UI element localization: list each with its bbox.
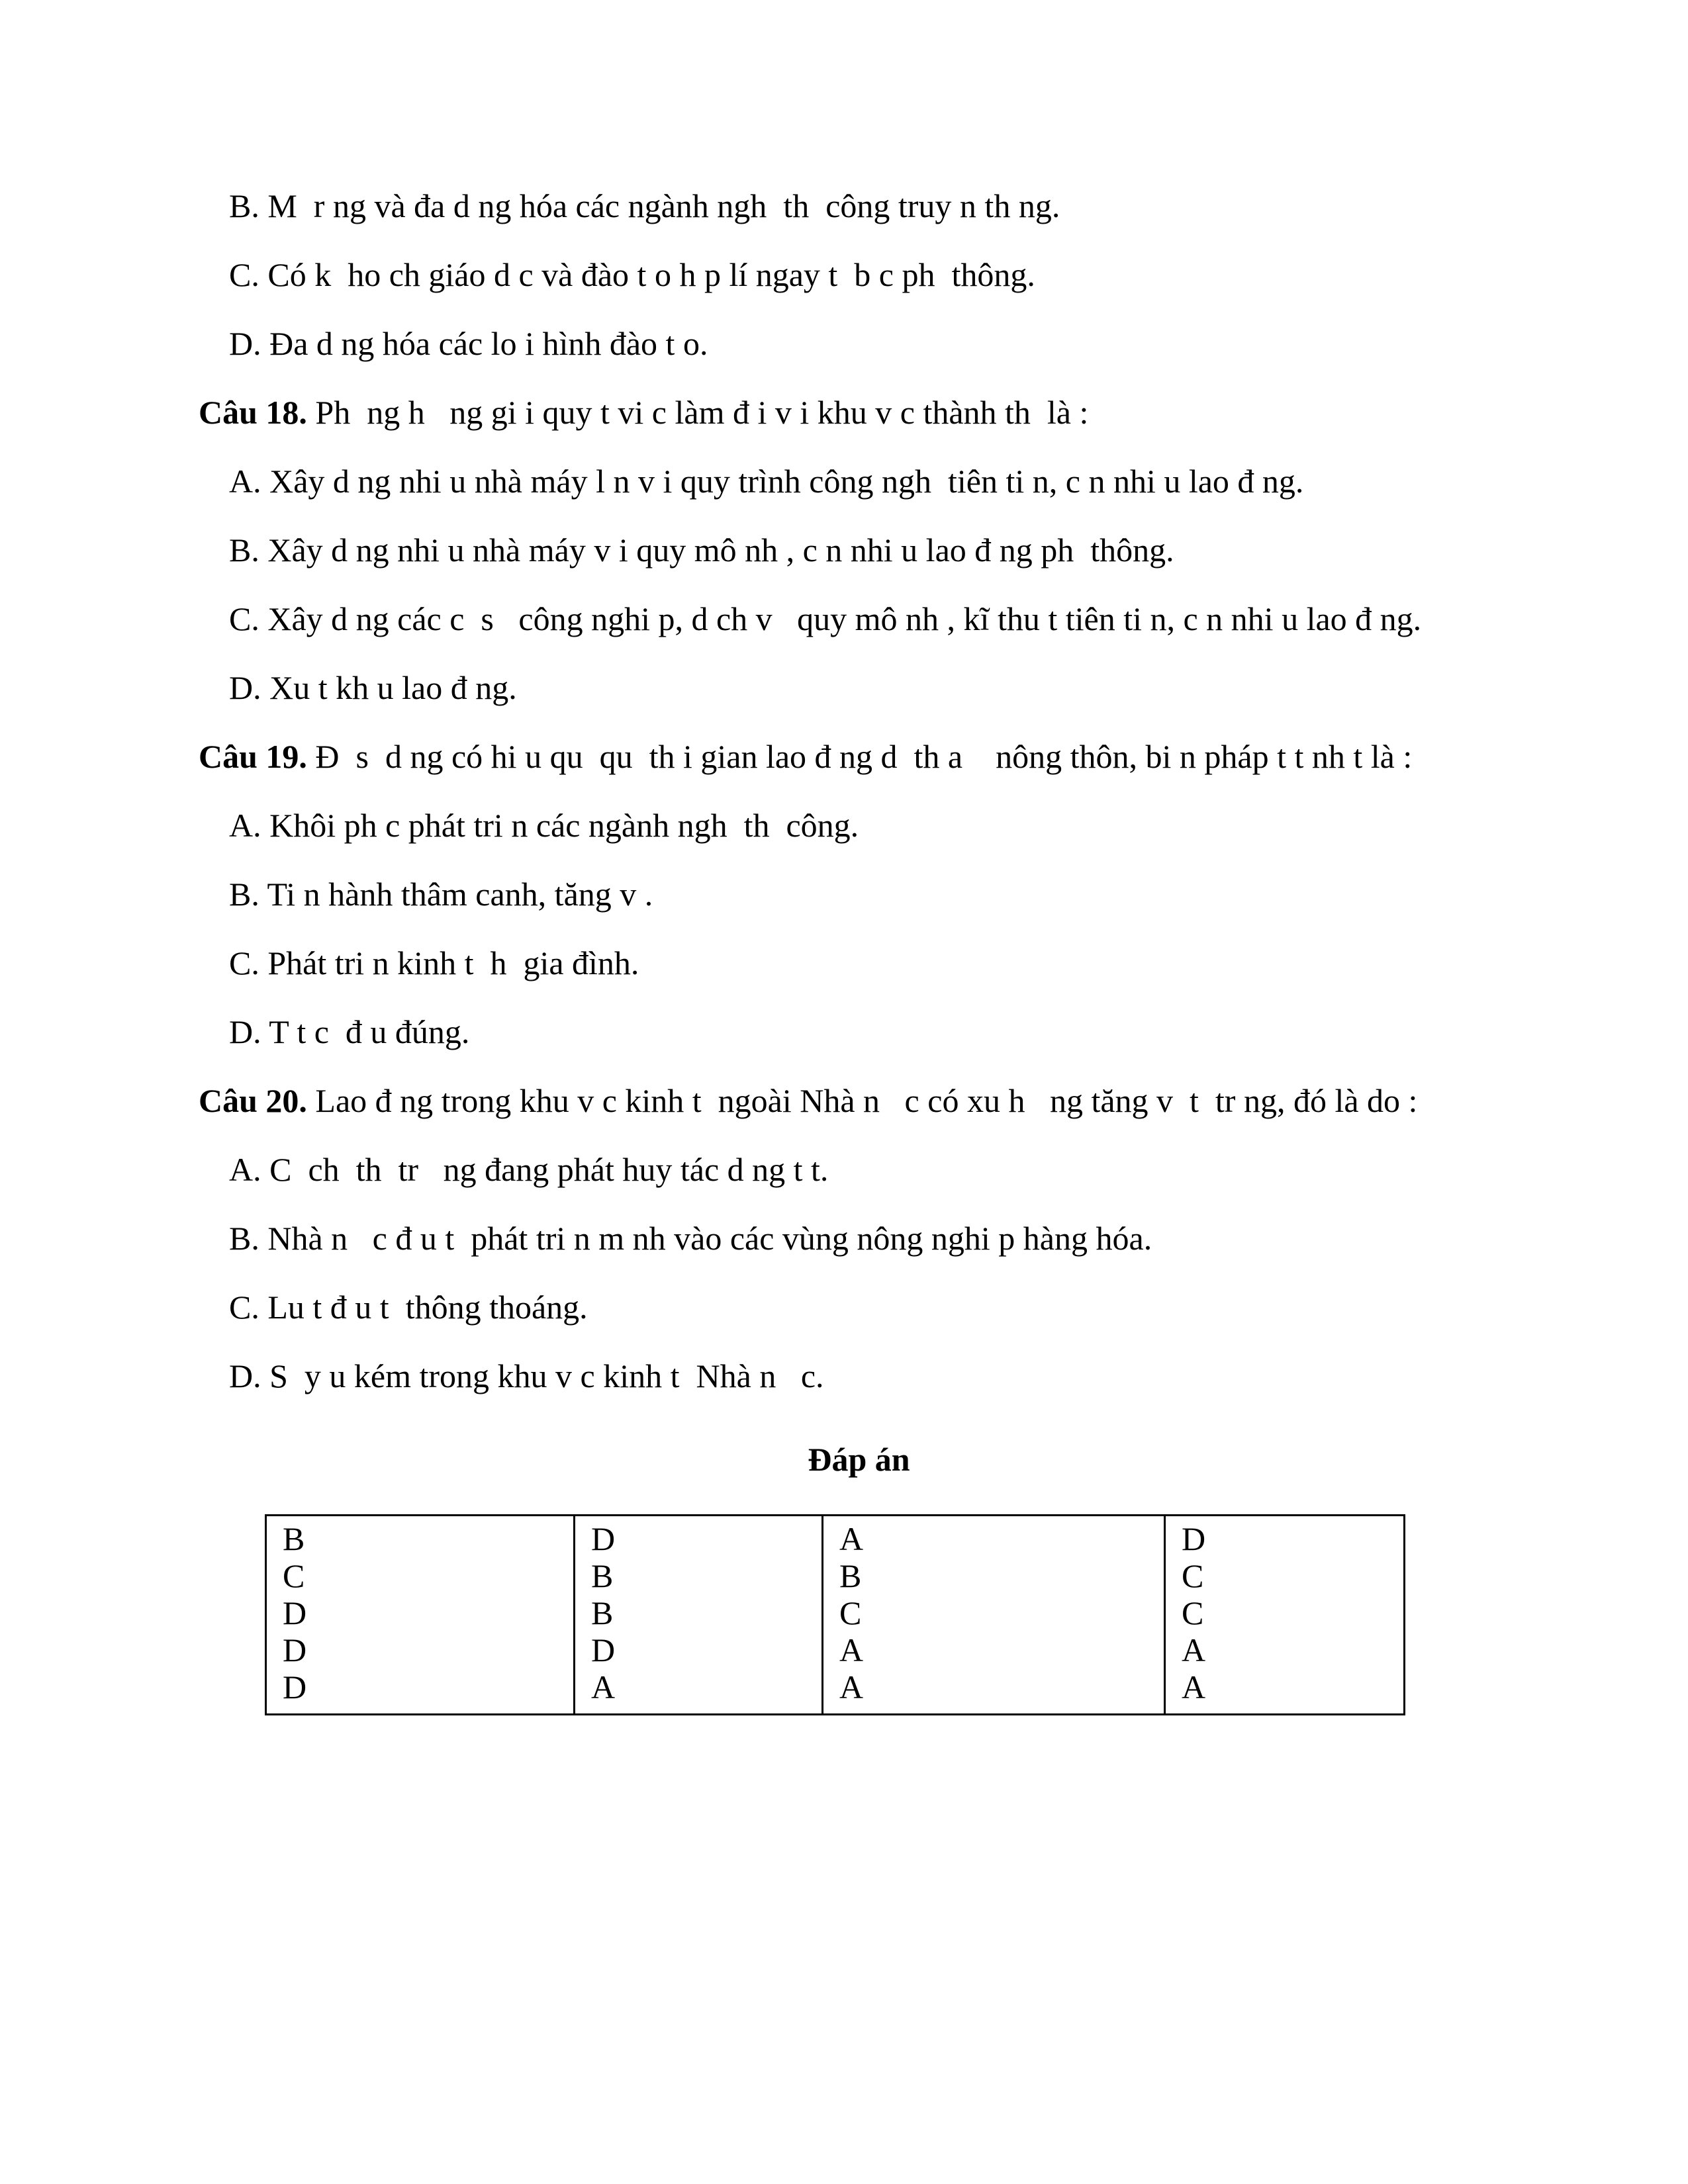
- answer-cell: A: [839, 1631, 864, 1668]
- answer-cell: D: [591, 1520, 616, 1557]
- answer-key-heading: Đáp án: [808, 1441, 910, 1478]
- question-text: Ph ng h ng gi i quy t vi c làm đ i v i khu v c thành th là :: [306, 394, 1089, 431]
- answer-cell: B: [839, 1557, 862, 1594]
- option-line: B. Nhà n c đ u t phát tri n m nh vào các vùng nông nghi p hàng hóa.: [229, 1220, 1152, 1257]
- option-line: C. Xây d ng các c s công nghi p, d ch v quy mô nh , kĩ thu t tiên ti n, c n nhi u lao đ ng.: [229, 600, 1422, 637]
- option-line: C. Lu t đ u t thông thoáng.: [229, 1289, 588, 1326]
- option-line: D. Đa d ng hóa các lo i hình đào t o.: [229, 325, 708, 362]
- answer-cell: C: [839, 1594, 862, 1631]
- answer-cell: A: [591, 1668, 616, 1706]
- question-text: Đ s d ng có hi u qu qu th i gian lao đ ng d th a nông thôn, bi n pháp t t nh t là :: [306, 738, 1413, 775]
- question-stem: [199, 387, 1519, 438]
- question-number: Câu 20.: [199, 1082, 307, 1119]
- answer-cell: A: [1182, 1668, 1206, 1706]
- option-line: B. Xây d ng nhi u nhà máy v i quy mô nh , c n nhi u lao đ ng ph thông.: [229, 531, 1174, 569]
- answer-cell: D: [1182, 1520, 1206, 1557]
- answer-cell: D: [283, 1594, 307, 1631]
- answer-column: [573, 1516, 821, 1713]
- question-stem: [199, 731, 1519, 782]
- option-line: A. Khôi ph c phát tri n các ngành ngh th công.: [229, 807, 859, 844]
- option-line: D. S y u kém trong khu v c kinh t Nhà n c.: [229, 1357, 824, 1394]
- question-number: Câu 19.: [199, 738, 307, 775]
- option-line: A. C ch th tr ng đang phát huy tác d ng t t.: [229, 1151, 829, 1188]
- answer-cell: D: [591, 1631, 616, 1668]
- answer-column: [267, 1516, 573, 1713]
- question-stem: [199, 1075, 1519, 1126]
- option-line: C. Có k ho ch giáo d c và đào t o h p lí ngay t b c ph thông.: [229, 256, 1035, 293]
- option-line: C. Phát tri n kinh t h gia đình.: [229, 944, 639, 981]
- answer-column: [1164, 1516, 1403, 1713]
- answer-cell: C: [1182, 1557, 1204, 1594]
- option-line: D. T t c đ u đúng.: [229, 1013, 470, 1050]
- answer-key-table: [265, 1514, 1405, 1715]
- answer-cell: A: [839, 1668, 864, 1706]
- answer-cell: A: [839, 1520, 864, 1557]
- question-number: Câu 18.: [199, 394, 307, 431]
- option-line: B. Ti n hành thâm canh, tăng v .: [229, 876, 653, 913]
- answer-cell: D: [283, 1631, 307, 1668]
- option-line: D. Xu t kh u lao đ ng.: [229, 669, 517, 706]
- question-text: Lao đ ng trong khu v c kinh t ngoài Nhà n c có xu h ng tăng v t tr ng, đó là do :: [306, 1082, 1418, 1119]
- answer-cell: B: [283, 1520, 305, 1557]
- answer-cell: D: [283, 1668, 307, 1706]
- answer-column: [821, 1516, 1164, 1713]
- answer-cell: C: [283, 1557, 305, 1594]
- answer-cell: C: [1182, 1594, 1204, 1631]
- option-line: B. M r ng và đa d ng hóa các ngành ngh th công truy n th ng.: [229, 187, 1060, 224]
- option-line: A. Xây d ng nhi u nhà máy l n v i quy trình công ngh tiên ti n, c n nhi u lao đ ng.: [229, 463, 1304, 500]
- answer-cell: A: [1182, 1631, 1206, 1668]
- answer-cell: B: [591, 1557, 614, 1594]
- answer-cell: B: [591, 1594, 614, 1631]
